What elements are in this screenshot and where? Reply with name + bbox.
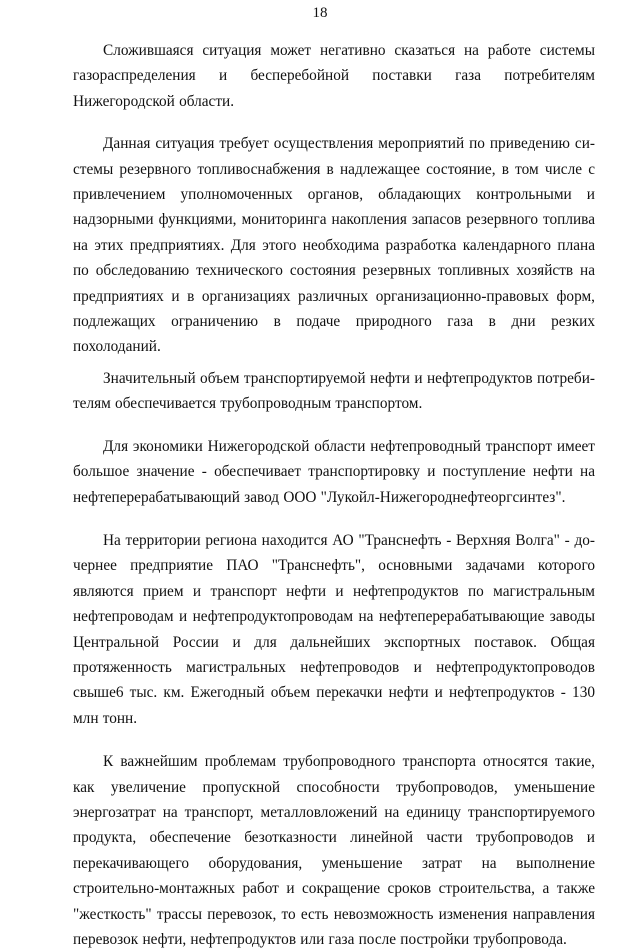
paragraph-oil-pipeline-importance: Для экономики Нижегородской области нефтепроводный транспорт имеет большое значение - обеспечивает транспортировку и поступление нефти на нефтеперерабатывающий завод ООО "Лукойл-Нижегороднефтеоргсинтез". (73, 437, 595, 506)
paragraph-pipeline-problems: К важнейшим проблемам трубопроводного транспорта относятся такие, как увеличение пропускной способности трубопроводов, уменьшение энергозатрат на транспорт, металловложений на единицу транспортируемого продукта, обеспечение безотказности линейной части трубопроводов и перекачивающего оборудования, уменьшение затрат на выполнение строительно-монтажных работ и сокращение сроков строительства, а также "жесткость" трассы перевозок, то есть невозможность изменения направления перевозок нефти, нефтепродуктов или газа после постройки трубопровода. (73, 753, 595, 948)
body-text (73, 16, 595, 952)
paragraph-gas-distribution-risk: Сложившаяся ситуация может негативно сказаться на работе системы газораспределения и бесперебойной поставки газа потребителям Нижегородской области. (73, 42, 595, 110)
paragraph-pipeline-transport: Значительный объем транспортируемой нефти и нефтепродуктов потребителям обеспечивается трубопроводным транспортом. (73, 369, 595, 413)
page-number: 18 (312, 5, 328, 21)
paragraph-reserve-fuel-measures: Данная ситуация требует осуществления мероприятий по приведению системы резервного топливоснабжения в надлежащее состояние, в том числе с привлечением уполномоченных органов, обладающих контрольными и надзорными функциями, мониторинга накопления запасов резервного топлива на этих предприятиях. Для этого необходима разработка календарного плана по обследованию технического состояния резервных топливных хозяйств на предприятиях и в организациях различных организационно-правовых форм, подлежащих ограничению в подаче природного газа в дни резких похолоданий. (73, 135, 595, 356)
paragraph-transneft-upper-volga: На территории региона находится АО "Транснефть - Верхняя Волга" - дочернее предприятие ПАО "Транснефть", основными задачами которого являются прием и транспорт нефти и нефтепродуктов по магистральным нефтепроводам и нефтепродуктопроводам на нефтеперерабатывающие заводы Центральной России и для дальнейших экспортных поставок. Общая протяженность магистральных нефтепроводов и нефтепродуктопроводов свыше6 тыс. км. Ежегодный объем перекачки нефти и нефтепродуктов - 130 млн тонн. (73, 531, 595, 727)
